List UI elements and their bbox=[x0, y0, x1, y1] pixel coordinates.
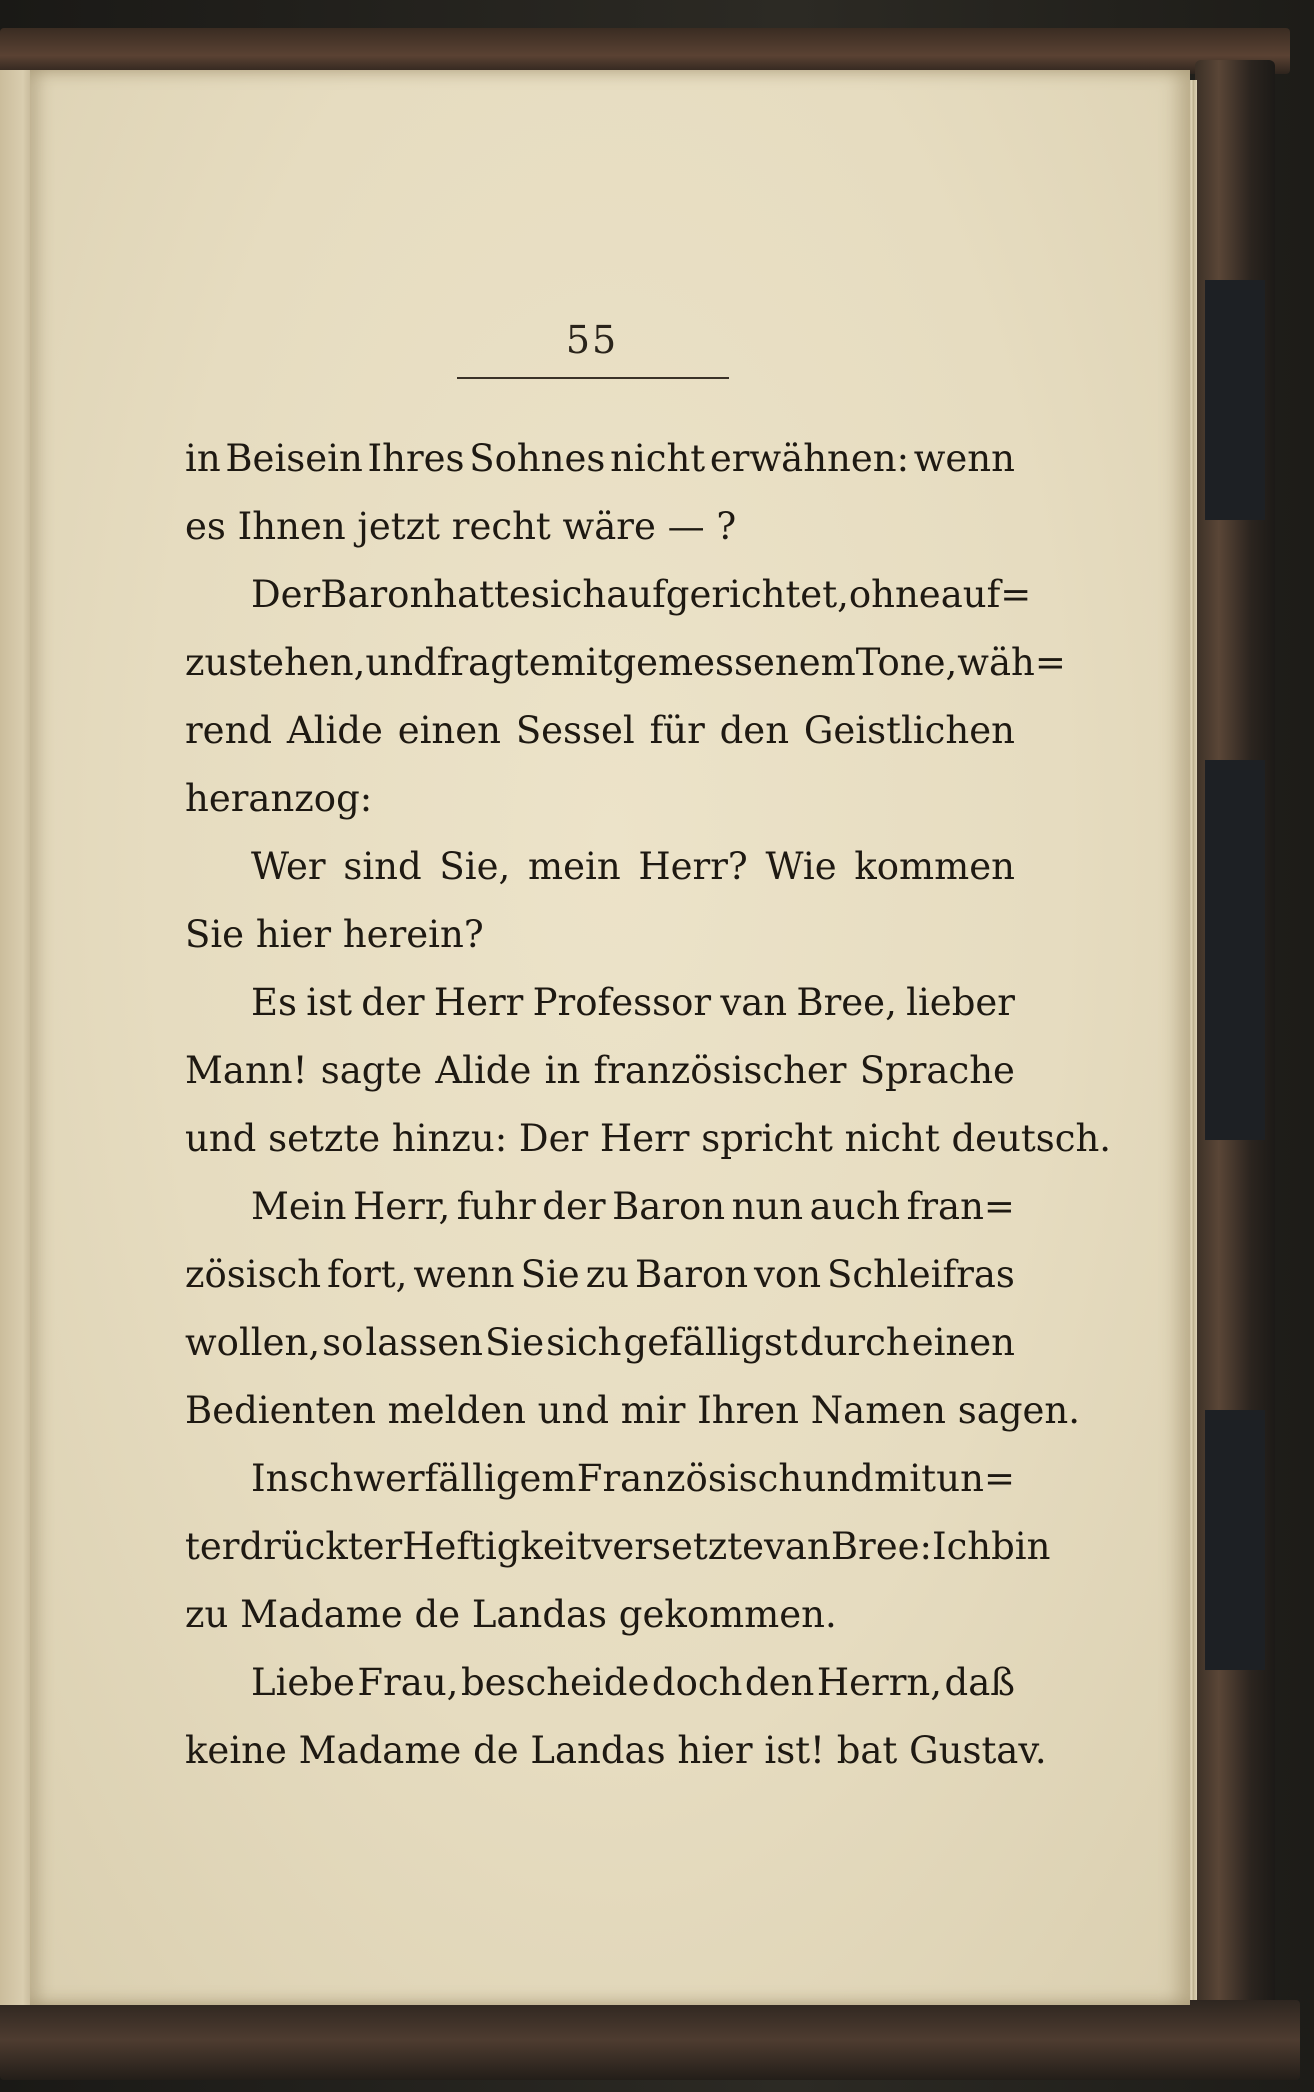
text-line: heranzog: bbox=[185, 777, 373, 820]
text-line: in Beisein Ihres Sohnes nicht erwähnen: wenn bbox=[185, 437, 1015, 480]
text-line: Es ist der Herr Professor van Bree, lieber bbox=[251, 981, 1015, 1024]
text-line: zösisch fort, wenn Sie zu Baron von Schleifras bbox=[185, 1253, 1015, 1296]
text-line: terdrückter Heftigkeit versetzte van Bree: Ich bin bbox=[185, 1525, 1051, 1568]
text-line: und setzte hinzu: Der Herr spricht nicht deutsch. bbox=[185, 1117, 1112, 1160]
book-cover-right bbox=[1195, 60, 1275, 2010]
text-line: Bedienten melden und mir Ihren Namen sagen. bbox=[185, 1389, 1080, 1432]
header-rule bbox=[457, 377, 729, 379]
text-line: In schwerfälligem Französisch und mit un= bbox=[251, 1457, 1015, 1500]
text-line: zu Madame de Landas gekommen. bbox=[185, 1593, 837, 1636]
page-text bbox=[185, 425, 1112, 1785]
text-line: Der Baron hatte sich aufgerichtet, ohne auf= bbox=[251, 573, 1032, 616]
text-line: es Ihnen jetzt recht wäre — ? bbox=[185, 505, 737, 548]
text-line: Mein Herr, fuhr der Baron nun auch fran= bbox=[251, 1185, 1015, 1228]
text-line: Sie hier herein? bbox=[185, 913, 484, 956]
text-line: zustehen, und fragte mit gemessenem Tone, wäh= bbox=[185, 641, 1066, 684]
text-line: Wer sind Sie, mein Herr? Wie kommen bbox=[251, 845, 1015, 888]
text-line: keine Madame de Landas hier ist! bat Gustav. bbox=[185, 1729, 1047, 1772]
page-number: 55 bbox=[565, 318, 619, 362]
book-cover-bottom bbox=[0, 2000, 1300, 2080]
book-cover-top bbox=[0, 28, 1290, 74]
text-line: wollen, so lassen Sie sich gefälligst durch einen bbox=[185, 1321, 1015, 1364]
text-line: rend Alide einen Sessel für den Geistlichen bbox=[185, 709, 1015, 752]
text-line: Liebe Frau, bescheide doch den Herrn, daß bbox=[251, 1661, 1015, 1704]
text-line: Mann! sagte Alide in französischer Sprache bbox=[185, 1049, 1015, 1092]
book-page bbox=[30, 70, 1190, 2005]
